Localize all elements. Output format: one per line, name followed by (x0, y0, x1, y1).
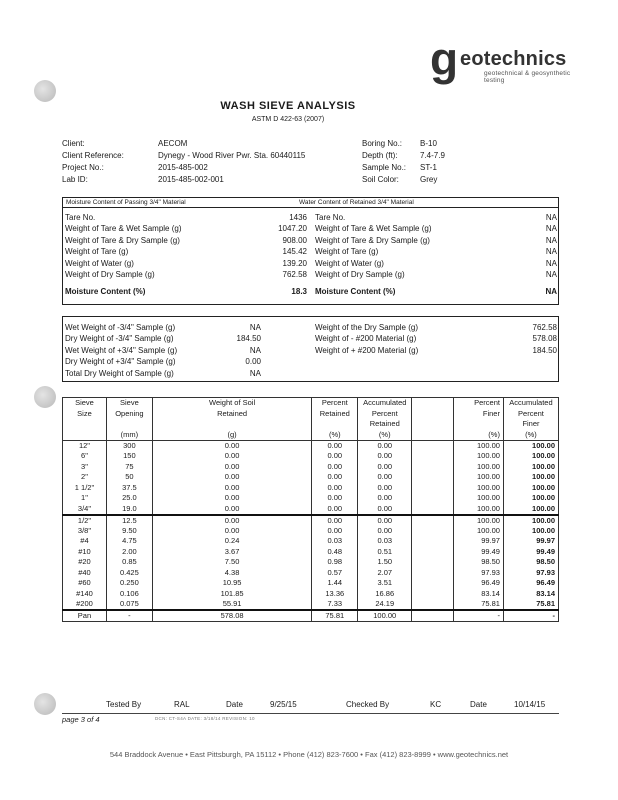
client-label: Client: (62, 139, 85, 148)
table-row (63, 451, 559, 462)
cell-blank (412, 515, 454, 526)
cell-size: 12" (63, 441, 107, 452)
cell-acc-ret: 0.03 (358, 536, 412, 547)
cell-pct-finer: 100.00 (454, 526, 504, 537)
cell-pct-ret: 0.00 (312, 493, 358, 504)
depth-value: 7.4-7.9 (420, 151, 445, 160)
test-standard: ASTM D 422-63 (2007) (251, 116, 325, 123)
cell-acc-finer: 100.00 (503, 441, 558, 452)
cell-blank (412, 451, 454, 462)
hdr-pct-finer: Percent (454, 398, 504, 409)
moisture-box-header (63, 198, 558, 208)
mr-row-1: Weight of Tare & Wet Sample (g) NA (315, 224, 557, 234)
cell-weight: 55.91 (152, 599, 311, 610)
cell-acc-finer: 75.81 (503, 599, 558, 610)
cell-opening: 19.0 (106, 504, 152, 515)
logo-word: eotechnics (460, 48, 567, 70)
punch-hole-bottom (34, 693, 56, 715)
cell-pct-finer: 99.97 (454, 536, 504, 547)
cell-opening: 0.425 (106, 568, 152, 579)
cell-size: #140 (63, 589, 107, 600)
cell-acc-ret: 0.00 (358, 462, 412, 473)
wl-row-0: Wet Weight of -3/4" Sample (g) NA (65, 323, 261, 332)
company-logo (430, 33, 590, 90)
cell-pct-ret: 0.00 (312, 515, 358, 526)
moisture-content-box (62, 197, 559, 305)
soil-color-label: Soil Color: (362, 175, 399, 184)
cell-blank (412, 557, 454, 568)
table-row (63, 483, 559, 494)
mp-row-4: Weight of Water (g) 139.20 (65, 258, 307, 268)
boring-label: Boring No.: (362, 139, 403, 148)
cell-acc-ret: 1.50 (358, 557, 412, 568)
cell-opening: 25.0 (106, 493, 152, 504)
cell-acc-finer: 100.00 (503, 526, 558, 537)
cell-size: 1" (63, 493, 107, 504)
depth-label: Depth (ft): (362, 151, 398, 160)
mp-row-3: Weight of Tare (g) 145.42 (65, 247, 307, 257)
cell-size: #200 (63, 599, 107, 610)
table-row (63, 504, 559, 515)
table-row (63, 536, 559, 547)
table-row (63, 568, 559, 579)
moisture-passing-header: Moisture Content of Passing 3/4" Material (66, 199, 186, 206)
hdr-opening: Sieve (106, 398, 152, 409)
table-row (63, 526, 559, 537)
cell-acc-ret: 0.51 (358, 547, 412, 558)
cell-acc-finer: 97.93 (503, 568, 558, 579)
cell-acc-ret: 0.00 (358, 451, 412, 462)
cell-blank (412, 526, 454, 537)
logo-tagline: geotechnical & geosynthetic testing (484, 70, 571, 84)
mr-row-2: Weight of Tare & Dry Sample (g) NA (315, 235, 557, 245)
sieve-header-row-3: Retained Finer (63, 419, 559, 430)
mp-moisture-content: Moisture Content (%) 18.3 (65, 287, 307, 297)
moisture-passing-rows (63, 212, 311, 298)
wr-row-1: Weight of - #200 Material (g) 578.08 (315, 334, 557, 344)
cell-pct-finer: 75.81 (454, 599, 504, 610)
cell-opening: 0.85 (106, 557, 152, 568)
cell-weight: 0.00 (152, 462, 311, 473)
cell-size: 3/4" (63, 504, 107, 515)
sample-value: ST-1 (420, 163, 437, 172)
lab-id-value: 2015-485-002-001 (158, 175, 224, 184)
mr-row-4: Weight of Water (g) NA (315, 258, 557, 268)
sieve-table (62, 397, 559, 622)
cell-pct-ret: 0.00 (312, 483, 358, 494)
cell-weight: 3.67 (152, 547, 311, 558)
cell-blank (412, 578, 454, 589)
cell-weight: 0.00 (152, 515, 311, 526)
sieve-units-row: (mm) (g) (%) (%) (%) (%) (63, 430, 559, 441)
cell-weight: 10.95 (152, 578, 311, 589)
table-row (63, 578, 559, 589)
cell-blank (412, 504, 454, 515)
cell-pct-finer: 100.00 (454, 451, 504, 462)
wl-row-3: Dry Weight of +3/4" Sample (g) 0.00 (65, 357, 261, 367)
hdr-pct-ret: Percent (312, 398, 358, 409)
cell-blank (412, 472, 454, 483)
cell-size: 1/2" (63, 515, 107, 526)
cell-opening: - (106, 610, 152, 622)
table-row (63, 515, 559, 526)
punch-hole-middle (34, 386, 56, 408)
client-ref-value: Dynegy - Wood River Pwr. Sta. 60440115 (158, 151, 306, 160)
logo-letter: g (430, 33, 459, 85)
table-row (63, 472, 559, 483)
cell-pct-ret: 7.33 (312, 599, 358, 610)
cell-opening: 0.250 (106, 578, 152, 589)
cell-size: #20 (63, 557, 107, 568)
cell-pct-ret: 0.03 (312, 536, 358, 547)
boring-value: B-10 (420, 139, 437, 148)
cell-opening: 37.5 (106, 483, 152, 494)
cell-pct-finer: 96.49 (454, 578, 504, 589)
cell-acc-finer: 100.00 (503, 515, 558, 526)
mr-row-0: Tare No. NA (315, 213, 557, 222)
cell-size: 3" (63, 462, 107, 473)
cell-weight: 0.00 (152, 483, 311, 494)
cell-pct-ret: 75.81 (312, 610, 358, 622)
cell-size: 1 1/2" (63, 483, 107, 494)
sieve-header-row-2: Size Opening Retained Retained Percent Finer Percent (63, 409, 559, 420)
cell-weight: 0.00 (152, 451, 311, 462)
wl-row-1: Dry Weight of -3/4" Sample (g) 184.50 (65, 334, 261, 344)
cell-pct-finer: 100.00 (454, 515, 504, 526)
cell-acc-ret: 0.00 (358, 441, 412, 452)
checked-date-value: 10/14/15 (514, 700, 546, 709)
cell-size: #10 (63, 547, 107, 558)
mp-row-1: Weight of Tare & Wet Sample (g) 1047.20 (65, 224, 307, 234)
cell-pct-finer: 100.00 (454, 504, 504, 515)
cell-blank (412, 589, 454, 600)
tested-date-label: Date (226, 700, 243, 709)
cell-pct-finer: 100.00 (454, 493, 504, 504)
cell-blank (412, 599, 454, 610)
tested-by-label: Tested By (106, 700, 142, 709)
wl-row-4: Total Dry Weight of Sample (g) NA (65, 368, 261, 378)
cell-blank (412, 462, 454, 473)
cell-weight: 101.85 (152, 589, 311, 600)
punch-hole-top (34, 80, 56, 102)
cell-acc-finer: 100.00 (503, 493, 558, 504)
cell-pct-ret: 0.00 (312, 462, 358, 473)
cell-acc-ret: 24.19 (358, 599, 412, 610)
cell-pct-ret: 0.00 (312, 504, 358, 515)
cell-pct-ret: 13.36 (312, 589, 358, 600)
cell-size: 6" (63, 451, 107, 462)
cell-blank (412, 483, 454, 494)
cell-pct-ret: 0.00 (312, 451, 358, 462)
cell-size: Pan (63, 610, 107, 622)
table-row (63, 547, 559, 558)
cell-acc-ret: 16.86 (358, 589, 412, 600)
cell-blank (412, 493, 454, 504)
header-info-values-right (420, 138, 445, 186)
wr-row-2: Weight of + #200 Material (g) 184.50 (315, 345, 557, 355)
cell-acc-finer: 99.49 (503, 547, 558, 558)
cell-pct-finer: 100.00 (454, 441, 504, 452)
client-value: AECOM (158, 139, 188, 148)
mp-row-5: Weight of Dry Sample (g) 762.58 (65, 269, 307, 279)
cell-pct-finer: 99.49 (454, 547, 504, 558)
cell-acc-ret: 0.00 (358, 472, 412, 483)
table-row (63, 589, 559, 600)
sieve-table-body (63, 441, 559, 622)
cell-opening: 75 (106, 462, 152, 473)
cell-acc-finer: 100.00 (503, 504, 558, 515)
sieve-header-row-1 (63, 398, 559, 409)
cell-opening: 2.00 (106, 547, 152, 558)
tested-date-value: 9/25/15 (270, 700, 297, 709)
cell-size: 2" (63, 472, 107, 483)
cell-acc-finer: 96.49 (503, 578, 558, 589)
mp-row-0: Tare No. 1436 (65, 213, 307, 222)
mr-row-5: Weight of Dry Sample (g) NA (315, 269, 557, 279)
document-title: WASH SIEVE ANALYSIS (220, 100, 356, 112)
cell-opening: 12.5 (106, 515, 152, 526)
mr-moisture-content: Moisture Content (%) NA (315, 287, 557, 297)
cell-acc-finer: 100.00 (503, 451, 558, 462)
hdr-acc-finer: Accumulated (503, 398, 558, 409)
cell-pct-finer: 100.00 (454, 483, 504, 494)
tested-by-value: RAL (174, 700, 190, 709)
cell-pct-finer: 98.50 (454, 557, 504, 568)
moisture-retained-header: Water Content of Retained 3/4" Material (299, 199, 414, 206)
client-ref-label: Client Reference: (62, 151, 124, 160)
cell-pct-finer: 100.00 (454, 462, 504, 473)
cell-opening: 300 (106, 441, 152, 452)
soil-color-value: Grey (420, 175, 438, 184)
table-row-pan (63, 610, 559, 622)
sample-label: Sample No.: (362, 163, 407, 172)
cell-opening: 9.50 (106, 526, 152, 537)
cell-weight: 0.00 (152, 493, 311, 504)
table-row (63, 599, 559, 610)
cell-acc-ret: 3.51 (358, 578, 412, 589)
mp-row-2: Weight of Tare & Dry Sample (g) 908.00 (65, 235, 307, 245)
hdr-size: Sieve (63, 398, 107, 409)
lab-id-label: Lab ID: (62, 175, 88, 184)
cell-acc-finer: 100.00 (503, 462, 558, 473)
project-no-label: Project No.: (62, 163, 104, 172)
cell-weight: 0.00 (152, 472, 311, 483)
cell-opening: 50 (106, 472, 152, 483)
cell-weight: 578.08 (152, 610, 311, 622)
cell-acc-ret: 0.00 (358, 515, 412, 526)
sample-weights-box (62, 316, 559, 382)
cell-weight: 0.00 (152, 504, 311, 515)
table-row (63, 462, 559, 473)
cell-acc-finer: 100.00 (503, 472, 558, 483)
cell-acc-ret: 0.00 (358, 504, 412, 515)
header-info-values-left (158, 138, 305, 186)
cell-acc-finer: 83.14 (503, 589, 558, 600)
cell-pct-ret: 0.00 (312, 441, 358, 452)
cell-blank (412, 568, 454, 579)
hdr-weight: Weight of Soil (152, 398, 311, 409)
header-info-labels-left (62, 138, 124, 186)
header-info-labels-right (362, 138, 406, 186)
checked-date-label: Date (470, 700, 487, 709)
cell-weight: 0.00 (152, 526, 311, 537)
cell-size: #4 (63, 536, 107, 547)
weights-right (313, 322, 558, 356)
cell-opening: 150 (106, 451, 152, 462)
hdr-blank (412, 398, 454, 409)
table-row (63, 441, 559, 452)
wl-row-2: Wet Weight of +3/4" Sample (g) NA (65, 345, 261, 355)
cell-pct-ret: 0.57 (312, 568, 358, 579)
cell-weight: 0.00 (152, 441, 311, 452)
cell-acc-ret: 0.00 (358, 493, 412, 504)
cell-acc-ret: 100.00 (358, 610, 412, 622)
checked-by-value: KC (430, 700, 442, 709)
cell-weight: 7.50 (152, 557, 311, 568)
cell-blank (412, 610, 454, 622)
cell-pct-finer: 83.14 (454, 589, 504, 600)
cell-acc-finer: 98.50 (503, 557, 558, 568)
cell-opening: 0.075 (106, 599, 152, 610)
table-row (63, 557, 559, 568)
hdr-acc-ret: Accumulated (358, 398, 412, 409)
cell-pct-ret: 0.48 (312, 547, 358, 558)
moisture-retained-rows (313, 212, 558, 298)
cell-pct-ret: 0.00 (312, 472, 358, 483)
wr-row-0: Weight of the Dry Sample (g) 762.58 (315, 323, 557, 332)
form-revision-code: DCN: CT-S4A DATE: 3/18/14 REVISION: 10 (155, 716, 255, 721)
project-no-value: 2015-485-002 (158, 163, 208, 172)
weights-left (63, 322, 269, 379)
cell-acc-ret: 2.07 (358, 568, 412, 579)
cell-weight: 0.24 (152, 536, 311, 547)
table-row (63, 493, 559, 504)
mr-row-3: Weight of Tare (g) NA (315, 247, 557, 257)
cell-blank (412, 536, 454, 547)
cell-blank (412, 441, 454, 452)
cell-acc-finer: - (503, 610, 558, 622)
cell-acc-finer: 100.00 (503, 483, 558, 494)
cell-weight: 4.38 (152, 568, 311, 579)
cell-pct-finer: 100.00 (454, 472, 504, 483)
cell-pct-finer: - (454, 610, 504, 622)
cell-pct-finer: 97.93 (454, 568, 504, 579)
cell-opening: 4.75 (106, 536, 152, 547)
cell-acc-finer: 99.97 (503, 536, 558, 547)
cell-size: 3/8" (63, 526, 107, 537)
cell-acc-ret: 0.00 (358, 526, 412, 537)
company-address: 544 Braddock Avenue • East Pittsburgh, PA 15112 • Phone (412) 823-7600 • Fax (412) 823-8999 • www.geotechnics.net (109, 750, 509, 759)
cell-pct-ret: 0.98 (312, 557, 358, 568)
cell-size: #40 (63, 568, 107, 579)
checked-by-label: Checked By (346, 700, 390, 709)
cell-pct-ret: 1.44 (312, 578, 358, 589)
cell-acc-ret: 0.00 (358, 483, 412, 494)
footer-rule (62, 713, 559, 714)
cell-size: #60 (63, 578, 107, 589)
cell-opening: 0.106 (106, 589, 152, 600)
page-number: page 3 of 4 (62, 715, 100, 724)
cell-pct-ret: 0.00 (312, 526, 358, 537)
cell-blank (412, 547, 454, 558)
